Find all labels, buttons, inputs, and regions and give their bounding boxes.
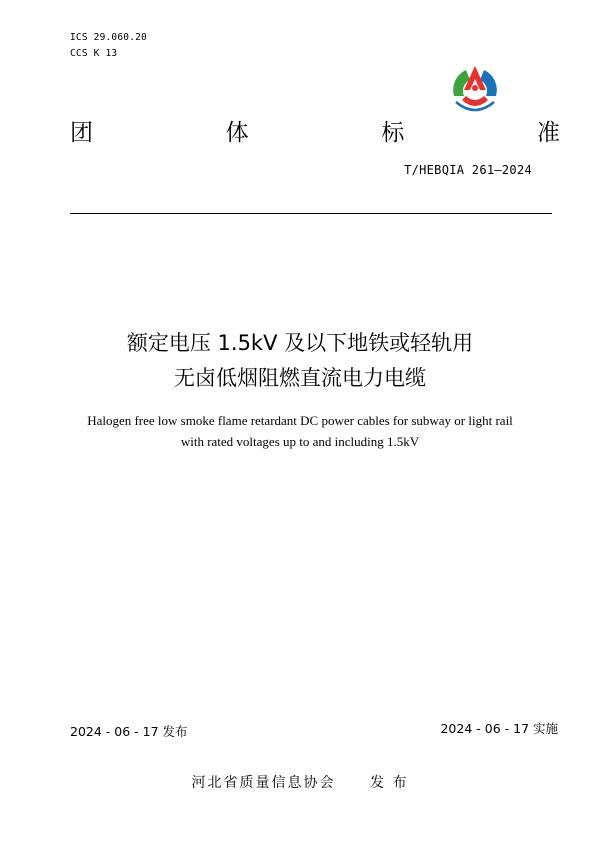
group-standard-title bbox=[70, 114, 560, 147]
classification-codes bbox=[70, 30, 147, 62]
english-title-line-1: Halogen free low smoke flame retardant DC power cables for subway or light rail bbox=[87, 413, 513, 428]
title-char-3: 标 bbox=[381, 120, 405, 146]
publisher-name: 河北省质量信息协会 bbox=[191, 775, 336, 791]
chinese-title-line-1: 额定电压 1.5kV 及以下地铁或轻轨用 bbox=[126, 331, 474, 355]
title-char-1: 团 bbox=[70, 120, 93, 146]
publisher-verb: 发 布 bbox=[370, 775, 409, 791]
ics-code: ICS 29.060.20 bbox=[70, 32, 147, 43]
implementation-date: 2024 - 06 - 17 实施 bbox=[440, 721, 558, 736]
chinese-title-line-2: 无卤低烟阻燃直流电力电缆 bbox=[174, 366, 426, 390]
ccs-code: CCS K 13 bbox=[70, 48, 118, 59]
header-divider bbox=[70, 213, 552, 214]
issue-date: 2024 - 06 - 17 发布 bbox=[70, 724, 188, 739]
association-logo-icon bbox=[446, 62, 504, 116]
english-title-line-2: with rated voltages up to and including 1.5kV bbox=[180, 434, 420, 449]
standard-number: T/HEBQIA 261—2024 bbox=[404, 163, 532, 177]
title-char-2: 体 bbox=[225, 120, 249, 146]
title-char-4: 准 bbox=[536, 120, 560, 146]
publisher bbox=[0, 772, 600, 792]
